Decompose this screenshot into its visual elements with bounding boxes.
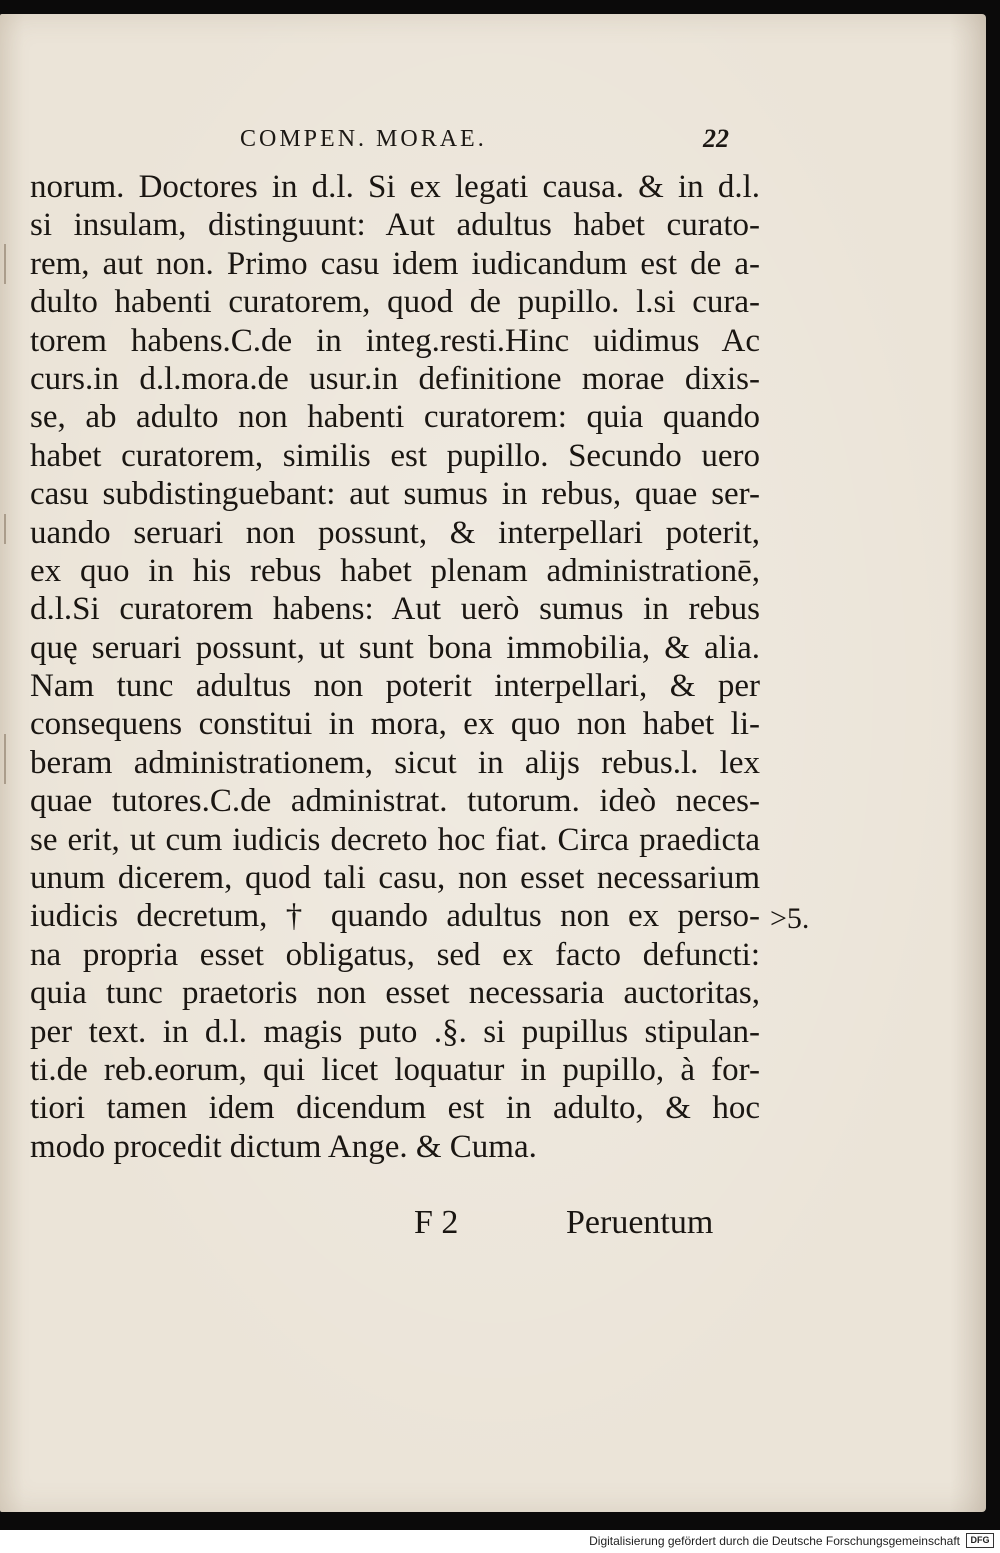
text-line: na propria esset obligatus, sed ex facto defuncti: bbox=[30, 936, 760, 973]
text-line: per text. in d.l. magis puto .§. si pupillus stipulan- bbox=[30, 1013, 760, 1050]
text-line: unum dicerem, quod tali casu, non esset necessarium bbox=[30, 860, 760, 897]
text-line: norum. Doctores in d.l. Si ex legati causa. & in d.l. bbox=[30, 169, 760, 205]
signature-line bbox=[0, 1204, 986, 1248]
body-text bbox=[30, 168, 760, 1166]
running-head bbox=[0, 114, 986, 154]
text-line: Nam tunc adultus non poterit interpellari, & per bbox=[30, 668, 760, 705]
text-line: habet curatorem, similis est pupillo. Secundo uero bbox=[30, 437, 760, 474]
margin-note: >5. bbox=[770, 902, 810, 935]
text-line: torem habens.C.de in integ.resti.Hinc uidimus Ac bbox=[30, 322, 760, 359]
book-page bbox=[0, 14, 986, 1512]
text-line: quę seruari possunt, ut sunt bona immobilia, & alia. bbox=[30, 629, 760, 666]
text-line: ex quo in his rebus habet plenam administrationē, bbox=[30, 552, 760, 589]
text-line: tiori tamen idem dicendum est in adulto, & hoc bbox=[30, 1090, 760, 1127]
text-line: quia tunc praetoris non esset necessaria auctoritas, bbox=[30, 975, 760, 1012]
text-line: modo procedit dictum Ange. & Cuma. bbox=[30, 1128, 537, 1165]
text-line: beram administrationem, sicut in alijs rebus.l. lex bbox=[30, 744, 760, 781]
text-line: si insulam, distinguunt: Aut adultus habet curato- bbox=[30, 207, 760, 244]
text-line: se erit, ut cum iudicis decreto hoc fiat. Circa praedicta bbox=[30, 821, 760, 858]
edge-mark bbox=[4, 514, 6, 544]
text-line: consequens constitui in mora, ex quo non habet li- bbox=[30, 706, 760, 743]
catchword: Peruentum bbox=[566, 1204, 714, 1241]
dfg-logo: DFG bbox=[966, 1533, 994, 1548]
text-line: uando seruari non possunt, & interpellari poterit, bbox=[30, 514, 760, 551]
text-line: se, ab adulto non habenti curatorem: quia quando bbox=[30, 399, 760, 436]
text-line: quae tutores.C.de administrat. tutorum. ideò neces- bbox=[30, 783, 760, 820]
text-line: curs.in d.l.mora.de usur.in definitione morae dixis- bbox=[30, 360, 760, 397]
page-number: 22 bbox=[703, 124, 729, 153]
signature-mark: F 2 bbox=[414, 1204, 459, 1241]
footer-bar bbox=[0, 1530, 1000, 1553]
text-line: casu subdistinguebant: aut sumus in rebus, quae ser- bbox=[30, 476, 760, 513]
text-line: rem, aut non. Primo casu idem iudicandum est de a- bbox=[30, 245, 760, 282]
edge-mark bbox=[4, 244, 6, 284]
text-line: ti.de reb.eorum, qui licet loquatur in pupillo, à for- bbox=[30, 1051, 760, 1088]
running-title: COMPEN. MORAE. bbox=[240, 126, 487, 152]
text-line: d.l.Si curatorem habens: Aut uerò sumus in rebus bbox=[30, 591, 760, 628]
page-edge-marks bbox=[0, 14, 20, 1512]
text-line: dulto habenti curatorem, quod de pupillo. l.si cura- bbox=[30, 284, 760, 321]
text-line: iudicis decretum, † quando adultus non ex perso- bbox=[30, 898, 760, 935]
edge-mark bbox=[4, 734, 6, 784]
funding-credit: Digitalisierung gefördert durch die Deutsche Forschungsgemeinschaft bbox=[589, 1534, 960, 1548]
